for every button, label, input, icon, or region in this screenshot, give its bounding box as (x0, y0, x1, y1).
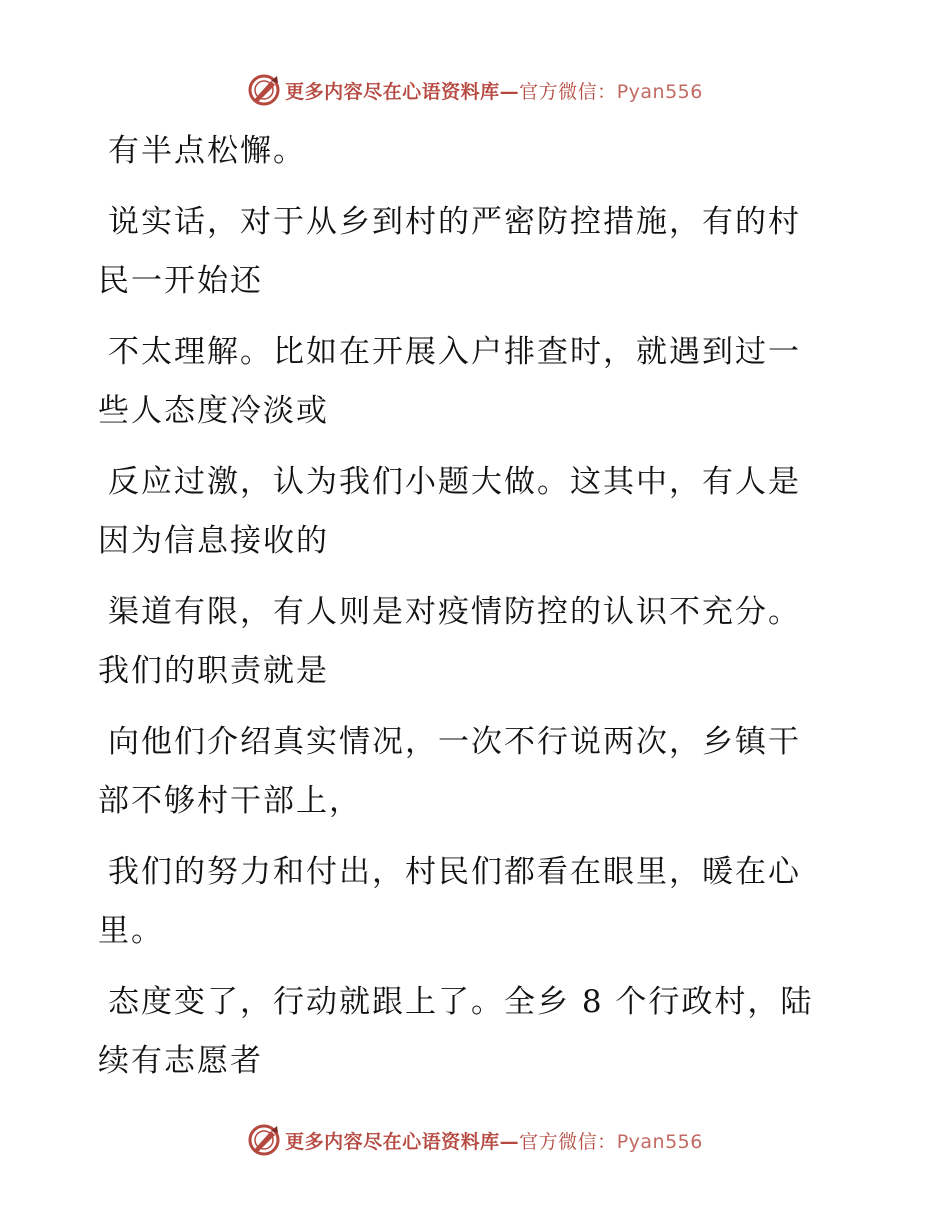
footer-site-text: 更多内容尽在心语资料库 (285, 1130, 500, 1153)
paragraph-4 (98, 453, 858, 571)
header-site-text: 更多内容尽在心语资料库 (285, 80, 500, 103)
footer-banner (0, 1120, 950, 1160)
paragraph-line: 些人态度冷淡或 (98, 393, 329, 429)
paragraph-5 (98, 583, 858, 701)
paragraph-line: 说实话，对于从乡到村的严密防控措施，有的村 (108, 204, 801, 240)
header-wechat-label: 官方微信： (519, 80, 617, 103)
footer-wechat-id: Pyan556 (616, 1130, 703, 1153)
footer-wechat-label: 官方微信： (519, 1130, 617, 1153)
paragraph-line: 向他们介绍真实情况，一次不行说两次，乡镇干 (108, 724, 801, 760)
paragraph-6 (98, 713, 858, 831)
paragraph-line: 渠道有限，有人则是对疫情防控的认识不充分。 (108, 594, 801, 630)
paragraph-line: 有半点松懈。 (108, 133, 306, 169)
paragraph-line: 反应过激，认为我们小题大做。这其中，有人是 (108, 464, 801, 500)
paragraph-8 (98, 973, 858, 1091)
paragraph-3 (98, 323, 858, 441)
pen-logo-icon (247, 1123, 281, 1157)
paragraph-line: 续有志愿者 (98, 1043, 263, 1079)
paragraph-line: 我们的职责就是 (98, 653, 329, 689)
footer-separator: — (499, 1130, 520, 1153)
document-body (98, 122, 858, 1103)
paragraph-line: 态度变了，行动就跟上了。全乡 8 个行政村，陆 (108, 984, 814, 1020)
paragraph-2 (98, 193, 858, 311)
header-text (285, 77, 703, 104)
paragraph-line: 不太理解。比如在开展入户排查时，就遇到过一 (108, 334, 801, 370)
paragraph-line: 里。 (98, 913, 164, 949)
paragraph-line: 我们的努力和付出，村民们都看在眼里，暖在心 (108, 854, 801, 890)
paragraph-1 (98, 122, 858, 181)
paragraph-7 (98, 843, 858, 961)
footer-text (285, 1127, 703, 1154)
header-wechat-id: Pyan556 (616, 80, 703, 103)
paragraph-line: 因为信息接收的 (98, 523, 329, 559)
header-separator: — (499, 80, 520, 103)
header-banner (0, 70, 950, 110)
pen-logo-icon (247, 73, 281, 107)
paragraph-line: 部不够村干部上， (98, 783, 362, 819)
paragraph-line: 民一开始还 (98, 263, 263, 299)
